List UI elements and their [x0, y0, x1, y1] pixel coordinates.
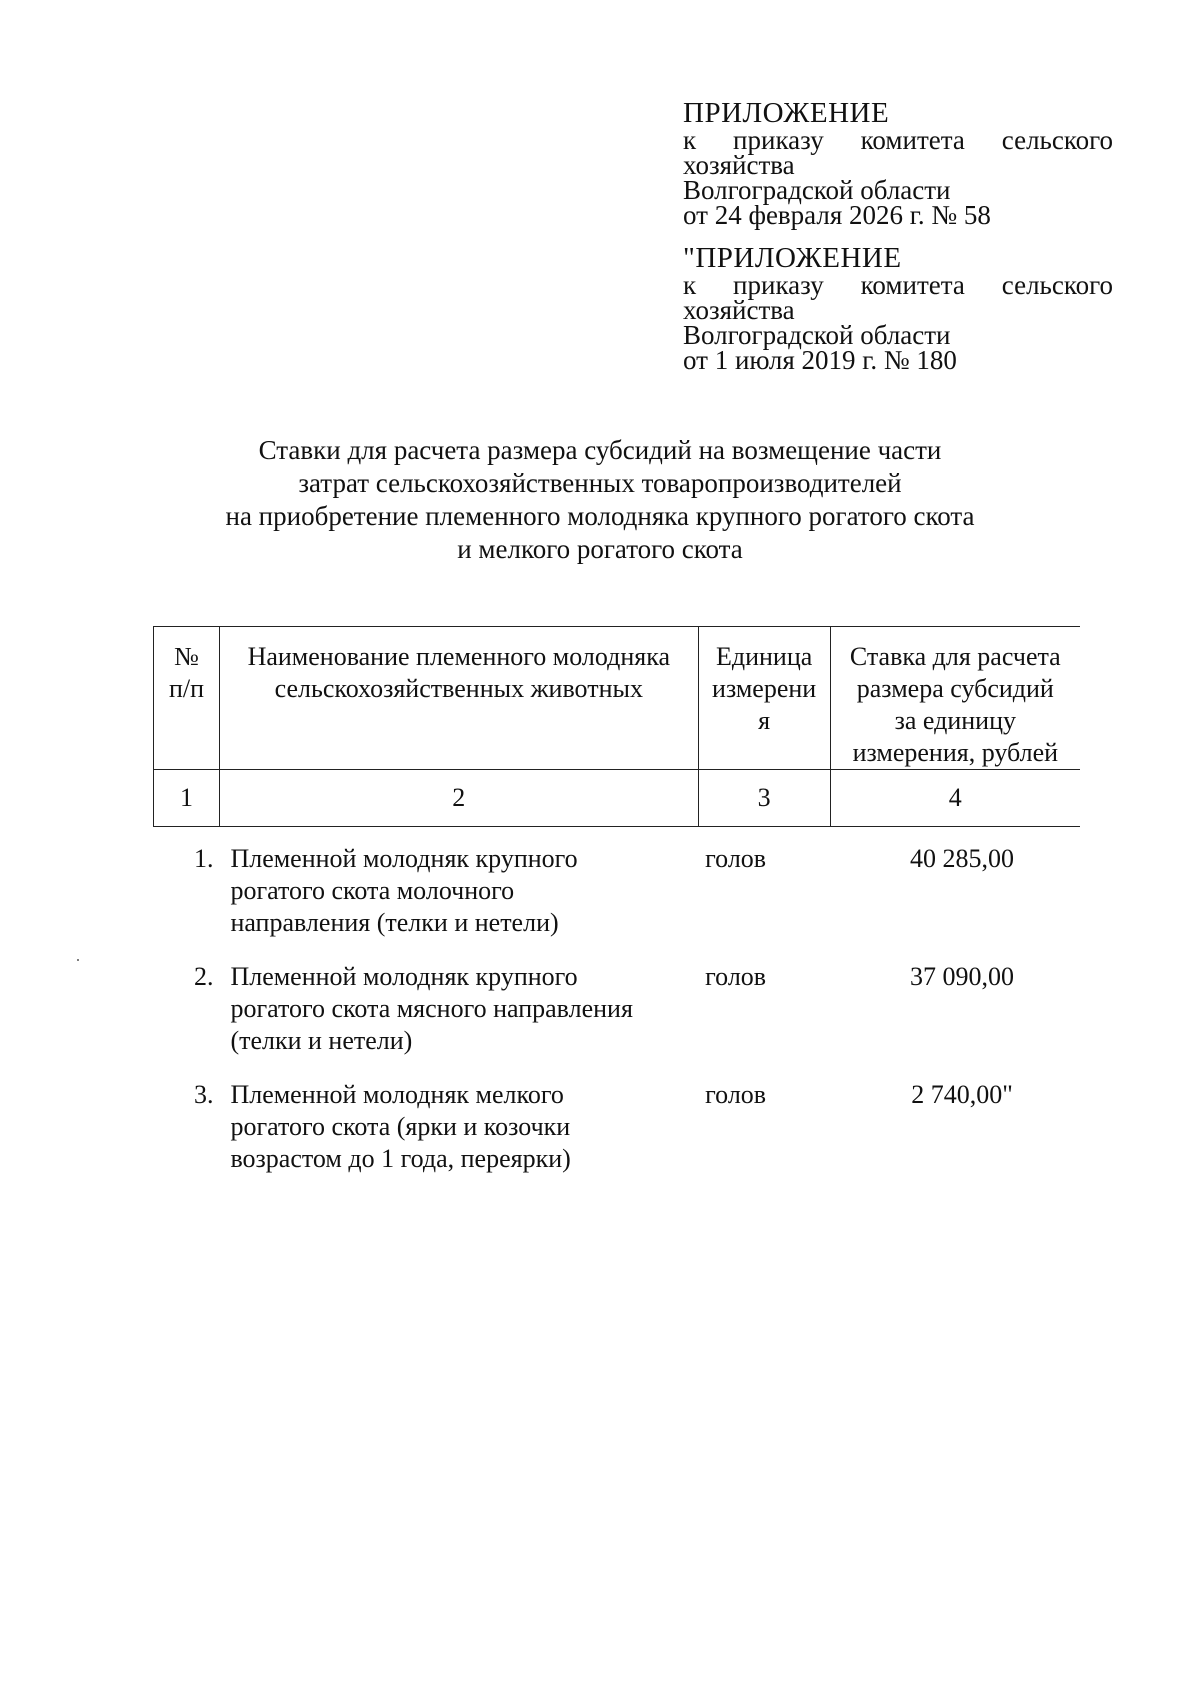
column-number: 2 [219, 770, 698, 827]
annex-line-2: хозяйства [683, 150, 795, 180]
row-name [219, 827, 698, 962]
row-name-line: возрастом до 1 года, переярки) [230, 1144, 571, 1173]
row-rate: 40 285,00 [910, 844, 1015, 873]
annex-word: сельского [1001, 270, 1113, 300]
annex-heading: ПРИЛОЖЕНИЕ [683, 97, 890, 129]
row-name [219, 1079, 698, 1197]
row-rate: 2 740,00" [911, 1080, 1013, 1109]
header-name [219, 627, 698, 770]
row-number: 1. [193, 844, 214, 873]
column-number: 3 [698, 770, 830, 827]
title-line: Ставки для расчета размера субсидий на возмещение части [258, 435, 942, 465]
annex-word: сельского [1001, 125, 1113, 155]
row-unit: голов [705, 844, 767, 873]
annex-line-3: Волгоградской области [683, 320, 951, 350]
header-line: Ставка для расчета [849, 642, 1061, 671]
annex-word: приказу [733, 125, 824, 155]
annex-line-3: Волгоградской области [683, 175, 951, 205]
annex-line-4: от 1 июля 2019 г. № 180 [683, 345, 957, 375]
column-number: 1 [154, 770, 220, 827]
table-row [154, 1079, 1081, 1197]
header-line: Наименование племенного молодняка [247, 642, 671, 671]
row-name-line: направления (телки и нетели) [230, 908, 559, 937]
row-name-line: Племенной молодняк мелкого [230, 1080, 564, 1109]
column-number-row [154, 770, 1081, 827]
annex-word: комитета [860, 270, 965, 300]
header-line: № [174, 642, 199, 671]
row-unit: голов [705, 1080, 767, 1109]
annex-word: к [683, 125, 697, 155]
title-line: на приобретение племенного молодняка крупного рогатого скота [225, 501, 975, 531]
row-name-line: (телки и нетели) [230, 1026, 413, 1055]
row-name-line: Племенной молодняк крупного [230, 844, 578, 873]
table-row [154, 827, 1081, 962]
row-name-line: рогатого скота мясного направления [230, 994, 633, 1023]
scan-speck [77, 959, 79, 961]
title-line: затрат сельскохозяйственных товаропроизводителей [298, 468, 902, 498]
row-unit: голов [705, 962, 767, 991]
header-line: сельскохозяйственных животных [274, 674, 643, 703]
annex-line-2: хозяйства [683, 295, 795, 325]
annex-header-original [683, 243, 1113, 373]
annex-heading: "ПРИЛОЖЕНИЕ [683, 242, 902, 274]
header-line: размера субсидий [856, 674, 1054, 703]
document-title [150, 434, 1050, 566]
row-number: 2. [193, 962, 214, 991]
annex-word: комитета [860, 125, 965, 155]
annex-header-current [683, 98, 1113, 228]
annex-word: приказу [733, 270, 824, 300]
header-line: я [758, 706, 771, 735]
row-name-line: рогатого скота молочного [230, 876, 515, 905]
header-line: Единица [715, 642, 813, 671]
header-line: измерени [712, 674, 817, 703]
annex-word: к [683, 270, 697, 300]
rates-table [153, 626, 1080, 1197]
header-line: за единицу [894, 706, 1016, 735]
title-line: и мелкого рогатого скота [457, 534, 743, 564]
row-name-line: рогатого скота (ярки и козочки [230, 1112, 571, 1141]
row-name-line: Племенной молодняк крупного [230, 962, 578, 991]
row-number: 3. [193, 1080, 214, 1109]
header-line: п/п [168, 674, 204, 703]
header-number [154, 627, 220, 770]
table-header-row [154, 627, 1081, 770]
row-name [219, 961, 698, 1079]
column-number: 4 [830, 770, 1080, 827]
header-line: измерения, рублей [852, 738, 1059, 767]
annex-line-4: от 24 февраля 2026 г. № 58 [683, 200, 991, 230]
header-rate [830, 627, 1080, 770]
header-unit [698, 627, 830, 770]
row-rate: 37 090,00 [910, 962, 1015, 991]
table-row [154, 961, 1081, 1079]
